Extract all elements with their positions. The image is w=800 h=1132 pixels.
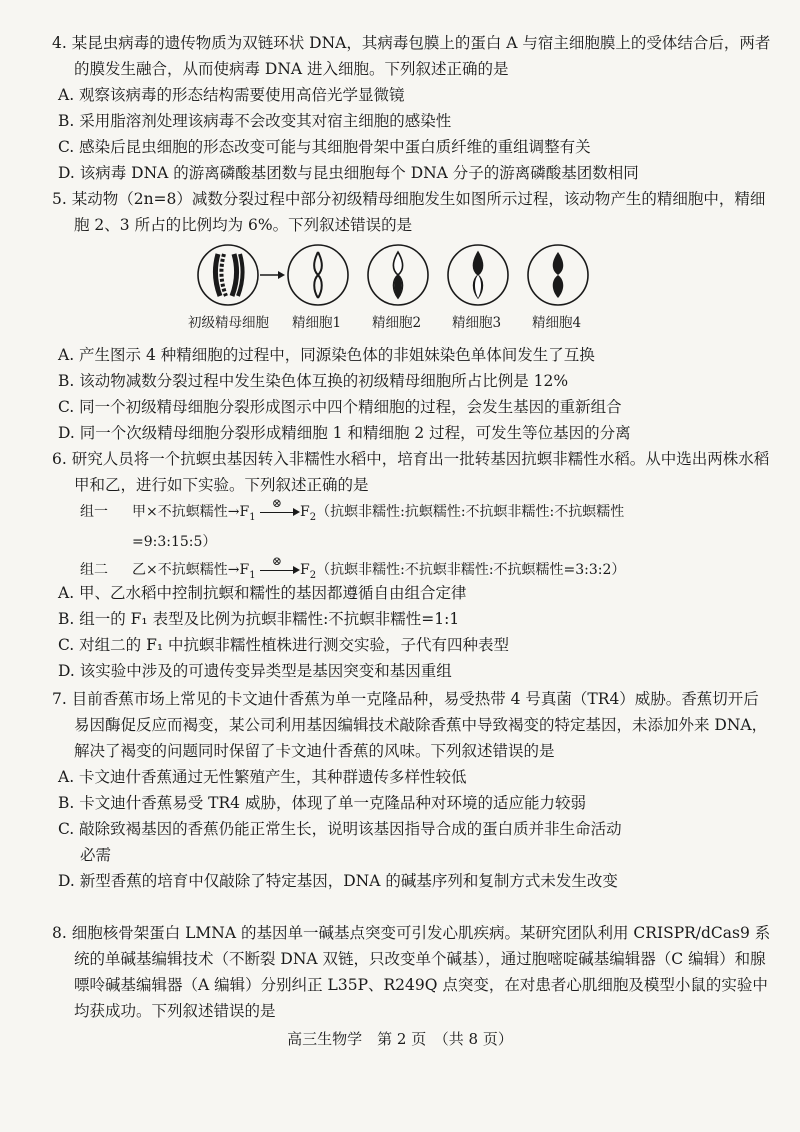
question-5	[52, 186, 772, 238]
group-1-cross: 甲×不抗螟糯性→F	[132, 504, 250, 520]
question-6-option-d: D. 该实验中涉及的可遗传变异类型是基因突变和基因重组	[58, 662, 452, 680]
chromosome-shape	[553, 252, 564, 298]
question-6-option-b: B. 组一的 F₁ 表型及比例为抗螟非糯性:不抗螟非糯性=1:1	[58, 610, 460, 628]
question-7-stem: 7. 目前香蕉市场上常见的卡文迪什香蕉为单一克隆品种，易受热带 4 号真菌（TR4）威胁。香蕉切开后易因酶促反应而褐变，某公司利用基因编辑技术敲除香蕉中导致褐变的特定基因，未添加外来 DNA，解决了褐变的问题同时保留了卡文迪什香蕉的风味。下列叙述错误的是	[52, 690, 768, 760]
figure-label-primary: 初级精母细胞	[188, 315, 269, 331]
question-4-option-d: D. 该病毒 DNA 的游离磷酸基团数与昆虫细胞每个 DNA 分子的游离磷酸基团数相同	[58, 164, 639, 182]
f2-subscript: 2	[309, 511, 317, 523]
experiment-group-2: 组二 乙×不抗螟糯性$\to F_1$ ⊗ $F_2$（抗螟非糯性:不抗螟非糯性:不抗螟糯性=3:3:2）	[80, 558, 780, 588]
question-7-option-d: D. 新型香蕉的培育中仅敲除了特定基因，DNA 的碱基序列和复制方式未发生改变	[58, 872, 618, 890]
group-1-result: （抗螟非糯性:抗螟糯性:不抗螟非糯性:不抗螟糯性	[316, 504, 625, 520]
chromosome-shape	[221, 254, 226, 296]
group-2-result: （抗螟非糯性:不抗螟非糯性:不抗螟糯性=3:3:2）	[316, 562, 626, 578]
figure-label-sperm-2: 精细胞2	[372, 315, 422, 331]
question-5-stem: 5. 某动物（2n=8）减数分裂过程中部分初级精母细胞发生如图所示过程，该动物产生的精细胞中，精细胞 2、3 所占的比例均为 6%。下列叙述错误的是	[52, 190, 766, 234]
meiosis-figure	[190, 240, 610, 340]
page-footer: 高三生物学 第 2 页 （共 8 页）	[287, 1030, 513, 1048]
question-6-option-c: C. 对组二的 F₁ 中抗螟非糯性植株进行测交实验，子代有四种表型	[58, 636, 509, 654]
chromosome-shape	[215, 254, 220, 296]
question-7-option-c-continuation: 必需	[80, 846, 112, 864]
primary-spermatocyte-circle	[198, 245, 258, 305]
figure-label-sperm-1: 精细胞1	[292, 315, 342, 331]
question-7-option-c-text: C. 敲除致褐基因的香蕉仍能正常生长，说明该基因指导合成的蛋白质并非生命活动	[58, 820, 622, 838]
question-6-stem: 6. 研究人员将一个抗螟虫基因转入非糯性水稻中，培育出一批转基因抗螟非糯性水稻。从中选出两株水稻甲和乙，进行如下实验。下列叙述正确的是	[52, 450, 770, 494]
question-8-stem: 8. 细胞核骨架蛋白 LMNA 的基因单一碱基点突变可引发心肌疾病。某研究团队利用 CRISPR/dCas9 系统的单碱基编辑技术（不断裂 DNA 双链，只改变单个碱基），通过胞嘧啶碱基编辑器（C 编辑）和腺嘌呤碱基编辑器（A 编辑）分别纠正 L35P、R249Q 点突变，在对患者心肌细胞及模型小鼠的实验中均获成功。下列叙述错误的是	[52, 924, 771, 1020]
question-4-option-b: B. 采用脂溶剂处理该病毒不会改变其对宿主细胞的感染性	[58, 112, 452, 130]
question-5-option-a: A. 产生图示 4 种精细胞的过程中，同源染色体的非姐妹染色单体间发生了互换	[58, 346, 595, 364]
chromosome-shape	[232, 254, 237, 296]
question-7-option-b: B. 卡文迪什香蕉易受 TR4 威胁，体现了单一克隆品种对环境的适应能力较弱	[58, 794, 586, 812]
question-7-option-a: A. 卡文迪什香蕉通过无性繁殖产生，其种群遗传多样性较低	[58, 768, 467, 786]
group-1-label: 组一	[80, 504, 108, 520]
question-6	[52, 446, 772, 498]
question-5-option-c: C. 同一个初级精母细胞分裂形成图示中四个精细胞的过程，会发生基因的重新组合	[58, 398, 622, 416]
selfing-symbol: ⊗	[272, 496, 283, 510]
question-4	[52, 30, 772, 186]
question-4-stem: 4. 某昆虫病毒的遗传物质为双链环状 DNA，其病毒包膜上的蛋白 A 与宿主细胞膜上的受体结合后，两者的膜发生融合，从而使病毒 DNA 进入细胞。下列叙述正确的是	[52, 34, 771, 78]
f1-subscript: 1	[249, 569, 256, 581]
arrow-head	[278, 271, 285, 279]
question-5-options	[52, 342, 772, 446]
figure-label-sperm-4: 精细胞4	[532, 315, 582, 331]
question-6-option-a: A. 甲、乙水稻中控制抗螟和糯性的基因都遵循自由组合定律	[58, 584, 467, 602]
f2-subscript: 2	[309, 569, 317, 581]
question-5-option-d: D. 同一个次级精母细胞分裂形成精细胞 1 和精细胞 2 过程，可发生等位基因的分离	[58, 424, 631, 442]
question-7-option-c	[52, 816, 772, 868]
figure-label-sperm-3: 精细胞3	[452, 315, 502, 331]
selfing-symbol: ⊗	[272, 554, 283, 568]
selfing-arrow	[260, 496, 300, 517]
question-4-option-c: C. 感染后昆虫细胞的形态改变可能与其细胞骨架中蛋白质纤维的重组调整有关	[58, 138, 591, 156]
group-2-cross: 乙×不抗螟糯性→F	[132, 562, 250, 578]
meiosis-diagram	[190, 240, 610, 310]
experiment-group-1: 组一 甲×不抗螟糯性$\to F_1$ ⊗ $F_2$（抗螟非糯性:抗螟糯性:不抗螟非糯性:不抗螟糯性 =9:3:15:5）	[80, 500, 780, 554]
question-4-option-a: A. 观察该病毒的形态结构需要使用高倍光学显微镜	[58, 86, 405, 104]
group-1-ratio: =9:3:15:5）	[132, 533, 217, 550]
question-6-options	[52, 580, 772, 684]
question-7	[52, 686, 772, 894]
group-2-label: 组二	[80, 562, 108, 578]
question-5-option-b: B. 该动物减数分裂过程中发生染色体互换的初级精母细胞所占比例是 12%	[58, 372, 569, 390]
f1-subscript: 1	[249, 511, 256, 523]
question-8	[52, 920, 772, 1024]
selfing-arrow	[260, 554, 300, 575]
